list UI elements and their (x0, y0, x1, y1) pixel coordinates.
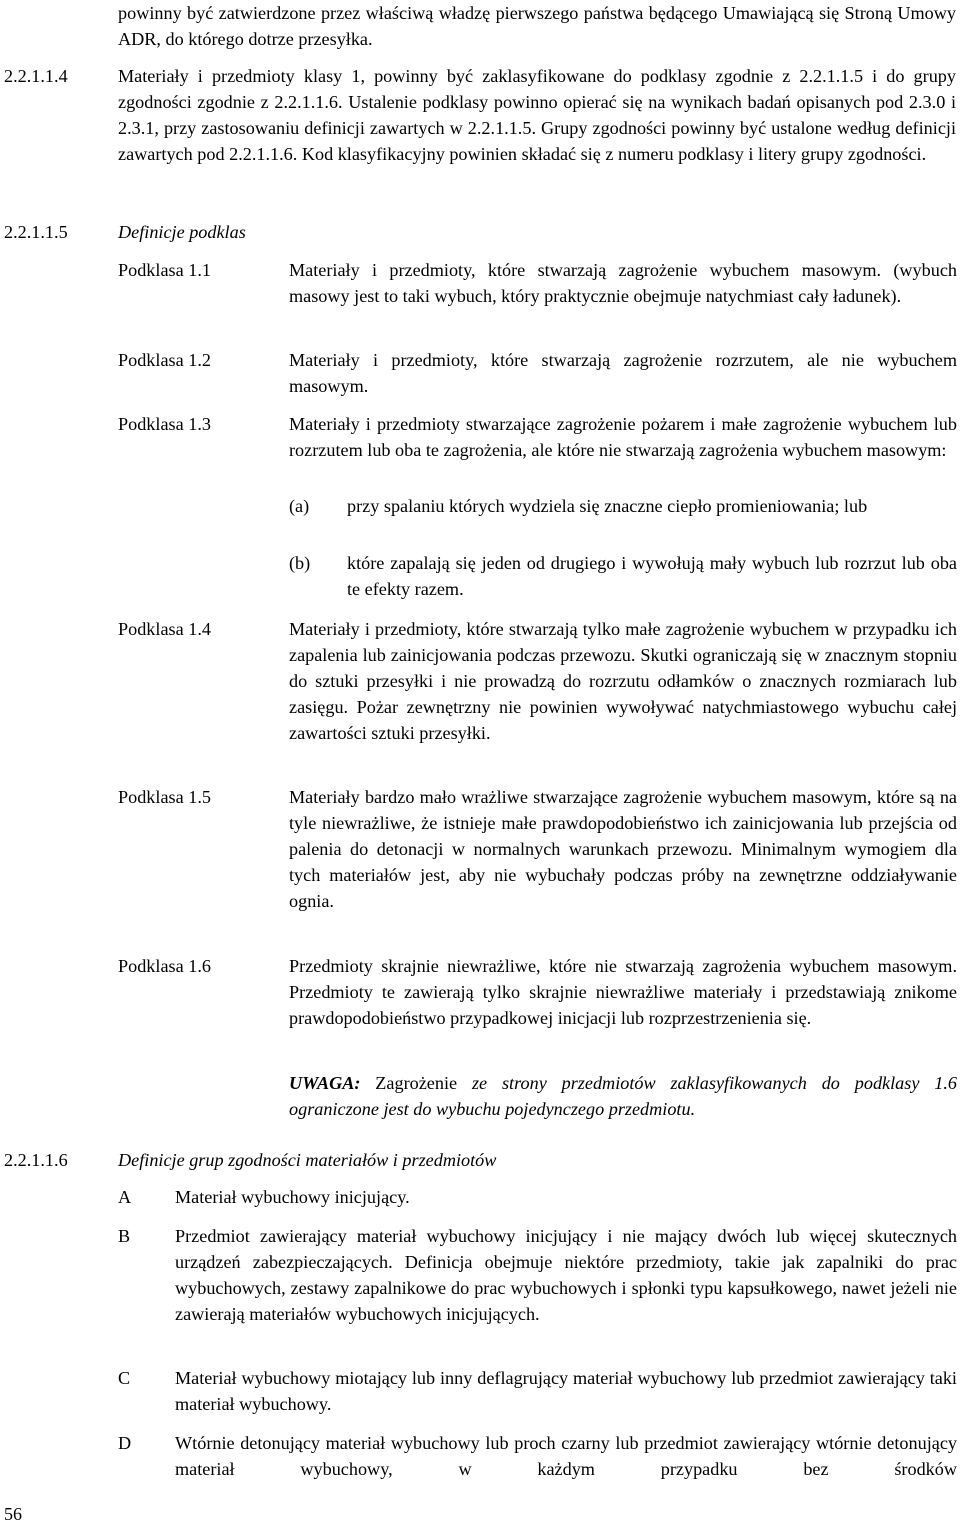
division-label: Podklasa 1.4 (118, 619, 211, 639)
note-label: UWAGA: (289, 1073, 361, 1093)
section-number-2-2-1-1-4: 2.2.1.1.4 (4, 66, 68, 86)
group-letter: B (118, 1226, 131, 1246)
group-text: Wtórnie detonujący materiał wybuchowy lub proch czarny lub przedmiot zawierający wtórnie detonujący materiał wybuchowy, w każdym przypadku bez środków (175, 1433, 957, 1479)
section-2-2-1-1-5-title: Definicje podklas (118, 222, 246, 242)
section-number-2-2-1-1-5: 2.2.1.1.5 (4, 222, 68, 242)
section-number-2-2-1-1-6: 2.2.1.1.6 (4, 1150, 68, 1170)
division-text: Materiały bardzo mało wrażliwe stwarzające zagrożenie wybuchem masowym, które są na tyle niewrażliwe, że istnieje małe prawdopodobieństwo ich zainicjowania lub przejścia od palenia do detonacji w normalnych warunkach przewozu. Minimalnym wymogiem dla tych materiałów jest, aby nie wybuchały podczas próby na zewnętrzne oddziaływanie ognia. (289, 787, 957, 911)
note-text: ze strony przedmiotów zaklasyfikowanych do podklasy 1.6 ograniczone jest do wybuchu pojedynczego przedmiotu. (289, 1073, 958, 1119)
division-text: Przedmioty skrajnie niewrażliwe, które nie stwarzają zagrożenia wybuchem masowym. Przedmioty te zawierają tylko skrajnie niewrażliwe materiały i przedstawiają znikome prawdopodobieństwo przypadkowej inicjacji lub rozprzestrzenienia się. (289, 956, 957, 1028)
group-letter: A (118, 1187, 132, 1207)
note-word: Zagrożenie (375, 1073, 458, 1093)
page-number: 56 (4, 1504, 22, 1524)
note-block (289, 1070, 957, 1122)
section-2-2-1-1-6-title: Definicje grup zgodności materiałów i przedmiotów (118, 1150, 497, 1170)
division-label: Podklasa 1.1 (118, 260, 211, 280)
subitem-label: (b) (289, 553, 311, 573)
division-label: Podklasa 1.3 (118, 414, 211, 434)
group-text: Przedmiot zawierający materiał wybuchowy inicjujący i nie mający dwóch lub więcej skutecznych urządzeń zabezpieczających. Definicja obejmuje niektóre przedmioty, takie jak zapalniki do prac wybuchowych, zestawy zapalnikowe do prac wybuchowych i spłonki typu kapsułkowego, nawet jeżeli nie zawierają materiałów wybuchowych inicjujących. (175, 1226, 957, 1324)
subitem-text: przy spalaniu których wydziela się znaczne ciepło promieniowania; lub (347, 496, 868, 516)
division-label: Podklasa 1.6 (118, 956, 211, 976)
intro-paragraph: powinny być zatwierdzone przez właściwą władzę pierwszego państwa będącego Umawiającą się Stroną Umowy ADR, do którego dotrze przesyłka. (118, 3, 956, 49)
group-letter: C (118, 1368, 131, 1388)
group-text: Materiał wybuchowy inicjujący. (175, 1187, 410, 1207)
group-letter: D (118, 1433, 132, 1453)
section-2-2-1-1-4-text: Materiały i przedmioty klasy 1, powinny być zaklasyfikowane do podklasy zgodnie z 2.2.1.1.5 i do grupy zgodności zgodnie z 2.2.1.1.6. Ustalenie podklasy powinno opierać się na wynikach badań opisanych pod 2.3.0 i 2.3.1, przy zastosowaniu definicji zawartych w 2.2.1.1.5. Grupy zgodności powinny być ustalone według definicji zawartych pod 2.2.1.1.6. Kod klasyfikacyjny powinien składać się z numeru podklasy i litery grupy zgodności. (118, 66, 956, 164)
division-text: Materiały i przedmioty, które stwarzają zagrożenie wybuchem masowym. (wybuch masowy jest to taki wybuch, który praktycznie obejmuje natychmiast cały ładunek). (289, 260, 957, 306)
division-text: Materiały i przedmioty stwarzające zagrożenie pożarem i małe zagrożenie wybuchem lub rozrzutem lub oba te zagrożenia, ale które nie stwarzają zagrożenia wybuchem masowym: (289, 414, 957, 460)
subitem-label: (a) (289, 496, 310, 516)
division-label: Podklasa 1.2 (118, 350, 211, 370)
division-label: Podklasa 1.5 (118, 787, 211, 807)
subitem-text: które zapalają się jeden od drugiego i wywołują mały wybuch lub rozrzut lub oba te efekty razem. (347, 553, 957, 599)
division-text: Materiały i przedmioty, które stwarzają zagrożenie rozrzutem, ale nie wybuchem masowym. (289, 350, 957, 396)
group-text: Materiał wybuchowy miotający lub inny deflagrujący materiał wybuchowy lub przedmiot zawierający taki materiał wybuchowy. (175, 1368, 957, 1414)
division-text: Materiały i przedmioty, które stwarzają tylko małe zagrożenie wybuchem w przypadku ich zapalenia lub zainicjowania podczas przewozu. Skutki ograniczają się w znacznym stopniu do sztuki przesyłki i nie prowadzą do rozrzutu odłamków o znacznych rozmiarach lub zasięgu. Pożar zewnętrzny nie powinien wywoływać natychmiastowego wybuchu całej zawartości sztuki przesyłki. (289, 619, 957, 743)
